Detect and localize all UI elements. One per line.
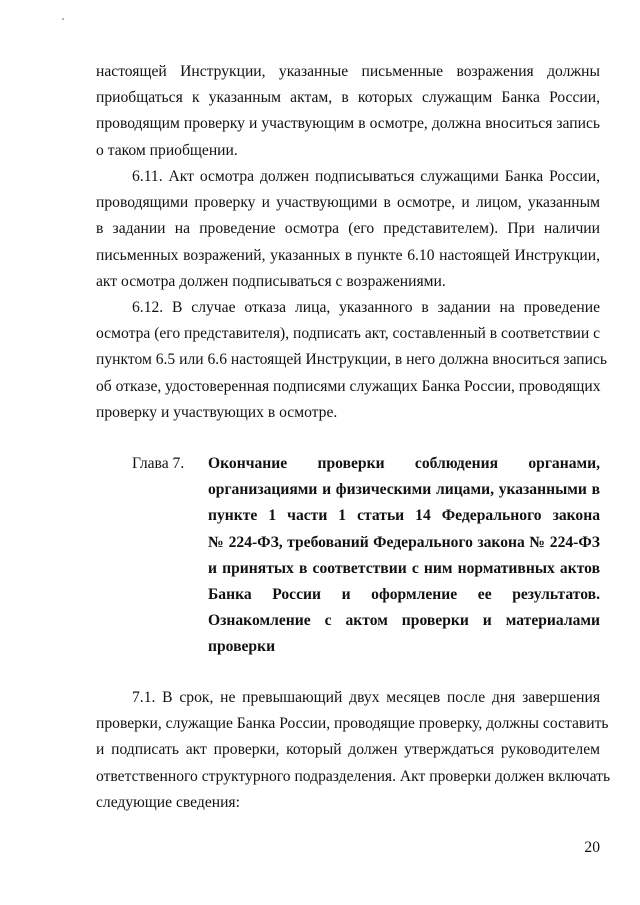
text-line: проверки, служащие Банка России, проводящие проверку, должны составить [96, 715, 609, 733]
chapter-title-line: пункте 1 части 1 статьи 14 Федерального закона [208, 507, 600, 525]
text-line: проводящими проверку и участвующими в осмотре, и лицом, указанным [96, 194, 600, 212]
paragraph-7-1 [96, 685, 611, 816]
text-line: проводящим проверку и участвующим в осмотре, должна вноситься запись [96, 115, 600, 133]
text-line: ответственного структурного подразделения. Акт проверки должен включать [96, 767, 611, 785]
scan-speck [62, 18, 64, 20]
paragraph-continuation [96, 59, 600, 164]
chapter-number: Глава 7. [132, 455, 185, 472]
text-line: настоящей Инструкции, указанные письменные возражения должны [96, 63, 600, 80]
chapter-title-line: и принятых в соответствии с ним нормативных актов [208, 559, 600, 577]
paragraph-6-12 [96, 295, 608, 426]
chapter-title-line: Банка России и оформление ее результатов. [208, 586, 600, 604]
chapter-title-line: проверки [208, 638, 276, 656]
text-line: в задании на проведение осмотра (его представителем). При наличии [96, 220, 600, 238]
text-line: пунктом 6.5 или 6.6 настоящей Инструкции, в него должна вноситься запись [96, 351, 608, 369]
chapter-title [208, 451, 600, 661]
text-line: акт осмотра должен подписываться с возражениями. [96, 272, 446, 290]
text-line: и подписать акт проверки, который должен утверждаться руководителем [96, 741, 600, 759]
text-line: осмотра (его представителя), подписать акт, составленный в соответствии с [96, 325, 600, 343]
chapter-title-line: организациями и физическими лицами, указанными в [208, 481, 600, 499]
text-line: приобщаться к указанным актам, в которых служащим Банка России, [96, 89, 600, 107]
chapter-heading [132, 451, 600, 661]
chapter-title-line: Ознакомление с актом проверки и материалами [208, 612, 600, 630]
chapter-title-line: Окончание проверки соблюдения органами, [208, 455, 600, 472]
page-number: 20 [584, 839, 600, 856]
text-line: письменных возражений, указанных в пункте 6.10 настоящей Инструкции, [96, 246, 600, 264]
text-line: об отказе, удостоверенная подписями служащих Банка России, проводящих [96, 377, 601, 395]
paragraph-6-11 [96, 164, 600, 295]
text-line: 6.12. В случае отказа лица, указанного в задании на проведение [132, 299, 600, 316]
text-line: 6.11. Акт осмотра должен подписываться служащими Банка России, [132, 168, 600, 185]
chapter-title-line: № 224-ФЗ, требований Федерального закона № 224-ФЗ [208, 533, 600, 551]
text-line: следующие сведения: [96, 793, 240, 811]
text-line: о таком приобщении. [96, 141, 238, 159]
text-line: 7.1. В срок, не превышающий двух месяцев после дня завершения [132, 689, 600, 706]
text-line: проверку и участвующих в осмотре. [96, 403, 338, 421]
